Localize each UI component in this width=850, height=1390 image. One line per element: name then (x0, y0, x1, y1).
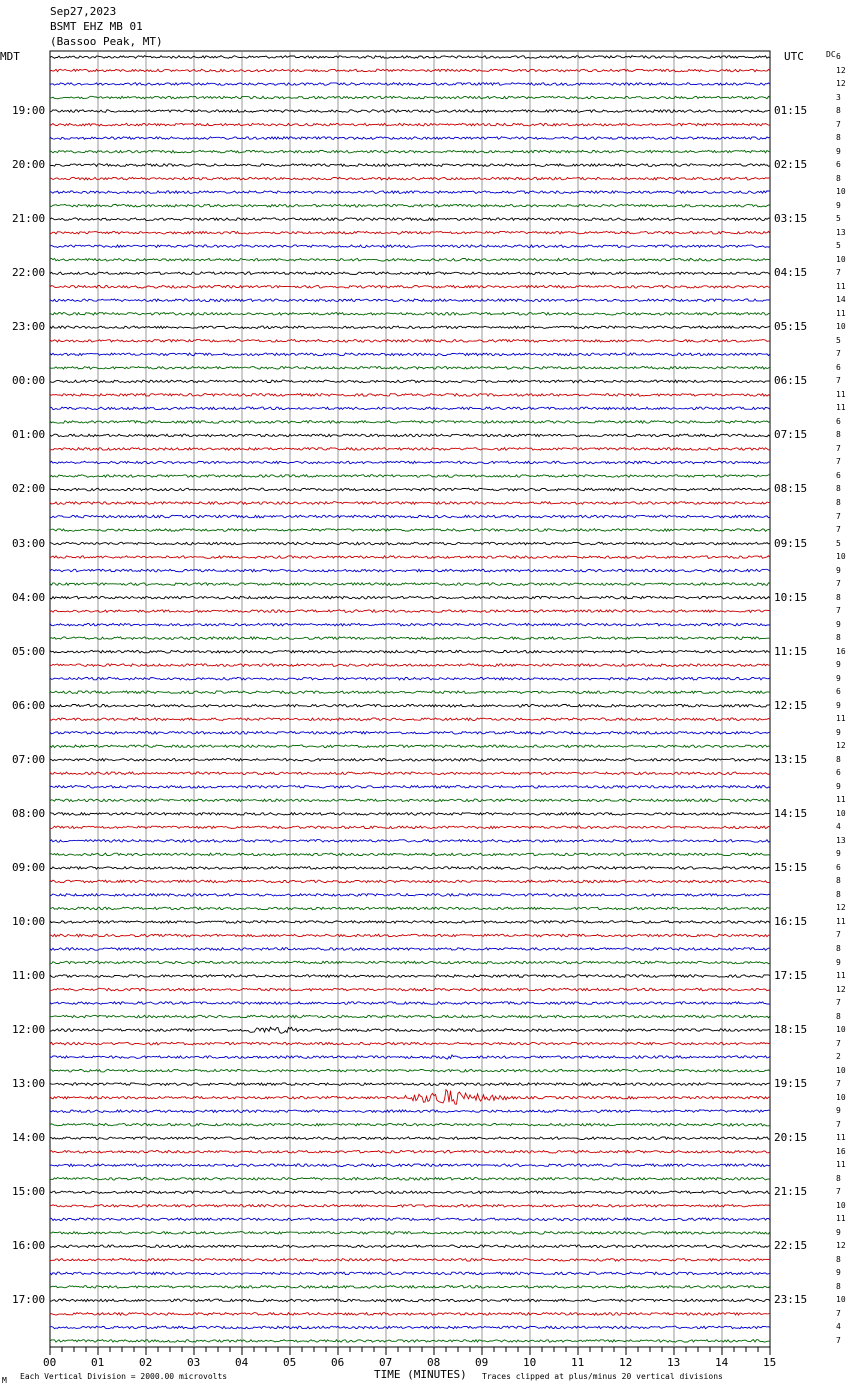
right-hour-label: 14:15 (774, 806, 808, 820)
x-tick-label: 00 (43, 1356, 57, 1369)
dc-offset-label: 7 (836, 1308, 841, 1318)
dc-offset-label: 7 (836, 1187, 841, 1197)
trace-74 (50, 1055, 770, 1059)
x-tick-label: 09 (475, 1356, 489, 1369)
dc-offset-label: 5 (836, 241, 841, 251)
dc-offset-label: 12 (836, 65, 846, 75)
trace-86 (50, 1218, 770, 1221)
trace-12 (50, 218, 770, 221)
dc-offset-label: 6 (836, 470, 841, 480)
trace-24 (50, 380, 770, 383)
left-hour-label: 05:00 (12, 644, 46, 658)
right-hour-label: 11:15 (774, 644, 808, 658)
dc-offset-label: 4 (836, 822, 841, 832)
trace-64 (50, 921, 770, 924)
trace-13 (50, 231, 770, 234)
trace-2 (50, 83, 770, 86)
trace-75 (50, 1069, 770, 1072)
trace-33 (50, 502, 770, 505)
left-hour-label: 16:00 (12, 1239, 46, 1253)
left-hour-label: 10:00 (12, 914, 46, 928)
trace-95 (50, 1340, 770, 1343)
dc-offset-label: 9 (836, 619, 841, 629)
trace-7 (50, 150, 770, 153)
trace-32 (50, 488, 770, 491)
dc-offset-label: 8 (836, 1254, 841, 1264)
right-hour-label: 19:15 (774, 1077, 808, 1091)
x-tick-label: 08 (427, 1356, 441, 1369)
dc-offset-label: 10 (836, 1065, 846, 1075)
left-hour-label: 11:00 (12, 969, 46, 983)
dc-offset-label: 9 (836, 781, 841, 791)
trace-4 (50, 110, 770, 113)
right-hour-label: 05:15 (774, 320, 808, 334)
left-hour-label: 19:00 (12, 104, 46, 118)
dc-offset-label: 12 (836, 741, 846, 751)
trace-71 (50, 1015, 770, 1018)
left-hour-label: 20:00 (12, 158, 46, 172)
dc-offset-label: 9 (836, 1227, 841, 1237)
dc-offset-label: 7 (836, 930, 841, 940)
dc-offset-label: 9 (836, 660, 841, 670)
trace-8 (50, 164, 770, 167)
left-hour-label: 08:00 (12, 806, 46, 820)
trace-47 (50, 691, 770, 694)
dc-offset-label: 11 (836, 971, 846, 981)
trace-35 (50, 529, 770, 532)
x-axis-label: TIME (MINUTES) (374, 1368, 467, 1381)
dc-offset-label: 8 (836, 497, 841, 507)
trace-17 (50, 286, 770, 289)
dc-offset-label: 7 (836, 998, 841, 1008)
dc-offset-label: 13 (836, 835, 846, 845)
right-hour-label: 20:15 (774, 1131, 808, 1145)
trace-67 (50, 961, 770, 964)
left-hour-label: 13:00 (12, 1077, 46, 1091)
dc-offset-label: 5 (836, 214, 841, 224)
dc-offset-label: 10 (836, 552, 846, 562)
x-tick-label: 10 (523, 1356, 537, 1369)
trace-80 (50, 1137, 770, 1140)
dc-offset-label: 7 (836, 1119, 841, 1129)
dc-offset-label: 8 (836, 106, 841, 116)
dc-offset-label: 8 (836, 592, 841, 602)
trace-40 (50, 596, 770, 599)
left-timezone-label: MDT (0, 50, 20, 63)
left-hour-label: 15:00 (12, 1185, 46, 1199)
dc-offset-label: 7 (836, 349, 841, 359)
dc-offset-label: 10 (836, 1025, 846, 1035)
trace-27 (50, 421, 770, 424)
x-tick-label: 13 (667, 1356, 681, 1369)
x-tick-label: 06 (331, 1356, 345, 1369)
dc-offset-label: 9 (836, 849, 841, 859)
dc-offset-label: 6 (836, 768, 841, 778)
trace-79 (50, 1123, 770, 1126)
left-hour-label: 23:00 (12, 320, 46, 334)
trace-44 (50, 650, 770, 653)
trace-88 (50, 1245, 770, 1248)
dc-offset-label: 9 (836, 565, 841, 575)
x-tick-label: 11 (571, 1356, 585, 1369)
trace-45 (50, 664, 770, 667)
trace-82 (50, 1164, 770, 1167)
right-hour-label: 21:15 (774, 1185, 808, 1199)
dc-offset-label: 9 (836, 673, 841, 683)
left-hour-label: 17:00 (12, 1293, 46, 1307)
trace-76 (50, 1083, 770, 1086)
trace-81 (50, 1150, 770, 1153)
trace-91 (50, 1286, 770, 1289)
dc-offset-label: 11 (836, 1214, 846, 1224)
dc-offset-label: 8 (836, 1011, 841, 1021)
trace-87 (50, 1232, 770, 1235)
dc-offset-label: 10 (836, 322, 846, 332)
dc-offset-label: 12 (836, 984, 846, 994)
dc-offset-label: 3 (836, 92, 841, 102)
dc-offset-label: 7 (836, 606, 841, 616)
dc-offset-label: 7 (836, 1079, 841, 1089)
dc-offset-label: 9 (836, 1106, 841, 1116)
x-tick-label: 15 (763, 1356, 777, 1369)
trace-52 (50, 759, 770, 762)
trace-10 (50, 191, 770, 194)
trace-84 (50, 1191, 770, 1194)
trace-3 (50, 96, 770, 99)
dc-offset-label: 9 (836, 200, 841, 210)
dc-offset-label: 10 (836, 1295, 846, 1305)
dc-offset-label: 8 (836, 430, 841, 440)
dc-offset-label: 10 (836, 808, 846, 818)
left-hour-label: 22:00 (12, 266, 46, 280)
dc-offset-label: 8 (836, 1281, 841, 1291)
dc-offset-label: 11 (836, 1133, 846, 1143)
trace-93 (50, 1313, 770, 1316)
dc-offset-label: 7 (836, 376, 841, 386)
clip-text: Traces clipped at plus/minus 20 vertical divisions (482, 1372, 723, 1381)
right-hour-label: 13:15 (774, 752, 808, 766)
dc-offset-label: 8 (836, 889, 841, 899)
dc-offset-label: 8 (836, 943, 841, 953)
x-tick-label: 14 (715, 1356, 729, 1369)
x-tick-label: 02 (139, 1356, 153, 1369)
right-hour-label: 06:15 (774, 374, 808, 388)
dc-offset-label: 7 (836, 1335, 841, 1345)
x-tick-label: 12 (619, 1356, 633, 1369)
trace-85 (50, 1205, 770, 1208)
trace-69 (50, 988, 770, 991)
dc-offset-label: 11 (836, 389, 846, 399)
trace-94 (50, 1326, 770, 1329)
right-timezone-label: UTC (784, 50, 804, 63)
dc-offset-label: 6 (836, 160, 841, 170)
trace-57 (50, 826, 770, 829)
trace-66 (50, 948, 770, 951)
left-hour-label: 14:00 (12, 1131, 46, 1145)
trace-36 (50, 542, 770, 545)
trace-72 (50, 1027, 770, 1033)
right-hour-label: 23:15 (774, 1293, 808, 1307)
trace-46 (50, 677, 770, 680)
trace-43 (50, 637, 770, 640)
dc-offset-label: 7 (836, 443, 841, 453)
dc-column-label: DC (826, 50, 836, 59)
dc-offset-label: 16 (836, 646, 846, 656)
right-hour-label: 02:15 (774, 158, 808, 172)
right-hour-label: 03:15 (774, 212, 808, 226)
dc-offset-label: 7 (836, 268, 841, 278)
right-hour-label: 08:15 (774, 482, 808, 496)
trace-61 (50, 880, 770, 883)
dc-offset-label: 11 (836, 795, 846, 805)
trace-21 (50, 340, 770, 343)
trace-14 (50, 245, 770, 248)
trace-11 (50, 204, 770, 207)
dc-offset-label: 7 (836, 119, 841, 129)
left-hour-label: 00:00 (12, 374, 46, 388)
dc-offset-label: 8 (836, 876, 841, 886)
x-tick-label: 01 (91, 1356, 105, 1369)
trace-1 (50, 69, 770, 72)
left-hour-label: 06:00 (12, 698, 46, 712)
dc-offset-label: 8 (836, 133, 841, 143)
dc-offset-label: 7 (836, 579, 841, 589)
dc-offset-label: 6 (836, 52, 841, 61)
x-tick-label: 04 (235, 1356, 249, 1369)
right-hour-label: 07:15 (774, 428, 808, 442)
trace-63 (50, 907, 770, 910)
dc-offset-label: 7 (836, 511, 841, 521)
trace-62 (50, 894, 770, 897)
dc-offset-label: 8 (836, 754, 841, 764)
dc-offset-label: 9 (836, 1268, 841, 1278)
dc-offset-label: 12 (836, 903, 846, 913)
dc-offset-label: 11 (836, 1160, 846, 1170)
dc-offset-label: 12 (836, 1241, 846, 1251)
trace-41 (50, 610, 770, 613)
trace-34 (50, 515, 770, 518)
trace-56 (50, 813, 770, 816)
trace-18 (50, 299, 770, 302)
trace-26 (50, 407, 770, 410)
trace-0 (50, 56, 770, 59)
trace-15 (50, 258, 770, 261)
trace-25 (50, 394, 770, 397)
trace-83 (50, 1177, 770, 1180)
dc-offset-label: 12 (836, 79, 846, 89)
dc-offset-label: 11 (836, 714, 846, 724)
trace-28 (50, 434, 770, 437)
x-tick-label: 07 (379, 1356, 393, 1369)
trace-55 (50, 799, 770, 802)
dc-offset-label: 6 (836, 416, 841, 426)
right-hour-label: 09:15 (774, 536, 808, 550)
left-hour-label: 21:00 (12, 212, 46, 226)
dc-offset-label: 8 (836, 1173, 841, 1183)
dc-offset-label: 8 (836, 484, 841, 494)
dc-offset-label: 2 (836, 1052, 841, 1062)
dc-offset-label: 16 (836, 1146, 846, 1156)
trace-54 (50, 786, 770, 789)
dc-offset-label: 10 (836, 1092, 846, 1102)
dc-offset-label: 7 (836, 525, 841, 535)
right-hour-label: 04:15 (774, 266, 808, 280)
trace-48 (50, 704, 770, 707)
corner-mark: M (2, 1376, 7, 1385)
trace-20 (50, 326, 770, 329)
trace-70 (50, 1002, 770, 1005)
trace-39 (50, 583, 770, 586)
dc-offset-label: 5 (836, 335, 841, 345)
right-hour-label: 12:15 (774, 698, 808, 712)
trace-53 (50, 772, 770, 775)
trace-73 (50, 1042, 770, 1045)
scale-text: Each Vertical Division = 2000.00 microvolts (20, 1372, 228, 1381)
trace-89 (50, 1259, 770, 1262)
trace-16 (50, 272, 770, 275)
left-hour-label: 07:00 (12, 752, 46, 766)
right-hour-label: 17:15 (774, 969, 808, 983)
dc-offset-label: 9 (836, 957, 841, 967)
dc-offset-label: 6 (836, 862, 841, 872)
dc-offset-label: 5 (836, 538, 841, 548)
right-hour-label: 22:15 (774, 1239, 808, 1253)
x-tick-label: 03 (187, 1356, 201, 1369)
dc-offset-label: 11 (836, 403, 846, 413)
header-date: Sep27,2023 (50, 5, 117, 18)
trace-92 (50, 1299, 770, 1302)
left-hour-label: 09:00 (12, 860, 46, 874)
dc-offset-label: 8 (836, 173, 841, 183)
dc-offset-label: 4 (836, 1322, 841, 1332)
dc-offset-label: 10 (836, 187, 846, 197)
dc-offset-label: 13 (836, 227, 846, 237)
right-hour-label: 16:15 (774, 914, 808, 928)
trace-22 (50, 353, 770, 356)
left-hour-label: 01:00 (12, 428, 46, 442)
left-hour-label: 03:00 (12, 536, 46, 550)
right-hour-label: 15:15 (774, 860, 808, 874)
trace-59 (50, 853, 770, 856)
left-hour-label: 02:00 (12, 482, 46, 496)
header-station: BSMT EHZ MB 01 (50, 20, 143, 33)
dc-offset-label: 7 (836, 457, 841, 467)
trace-5 (50, 123, 770, 126)
dc-offset-label: 11 (836, 916, 846, 926)
dc-offset-label: 10 (836, 1200, 846, 1210)
right-hour-label: 01:15 (774, 104, 808, 118)
dc-offset-label: 9 (836, 700, 841, 710)
trace-38 (50, 569, 770, 572)
trace-6 (50, 137, 770, 140)
x-tick-label: 05 (283, 1356, 297, 1369)
trace-77 (50, 1090, 770, 1105)
left-hour-label: 04:00 (12, 590, 46, 604)
right-hour-label: 10:15 (774, 590, 808, 604)
trace-42 (50, 623, 770, 626)
dc-offset-label: 9 (836, 727, 841, 737)
left-hour-label: 12:00 (12, 1023, 46, 1037)
trace-51 (50, 745, 770, 748)
trace-29 (50, 448, 770, 451)
dc-offset-label: 9 (836, 146, 841, 156)
dc-offset-label: 14 (836, 295, 846, 305)
trace-37 (50, 556, 770, 559)
dc-offset-label: 6 (836, 362, 841, 372)
trace-90 (50, 1272, 770, 1275)
dc-offset-label: 8 (836, 633, 841, 643)
dc-offset-label: 11 (836, 308, 846, 318)
dc-offset-label: 11 (836, 281, 846, 291)
trace-9 (50, 177, 770, 180)
dc-offset-label: 10 (836, 254, 846, 264)
trace-49 (50, 718, 770, 721)
dc-offset-label: 6 (836, 687, 841, 697)
trace-30 (50, 461, 770, 464)
trace-31 (50, 475, 770, 478)
trace-58 (50, 840, 770, 843)
trace-23 (50, 367, 770, 370)
trace-65 (50, 934, 770, 937)
trace-19 (50, 313, 770, 316)
header-location: (Bassoo Peak, MT) (50, 35, 163, 48)
trace-50 (50, 732, 770, 735)
trace-78 (50, 1110, 770, 1113)
right-hour-label: 18:15 (774, 1023, 808, 1037)
trace-68 (50, 975, 770, 978)
trace-60 (50, 867, 770, 870)
dc-offset-label: 7 (836, 1038, 841, 1048)
